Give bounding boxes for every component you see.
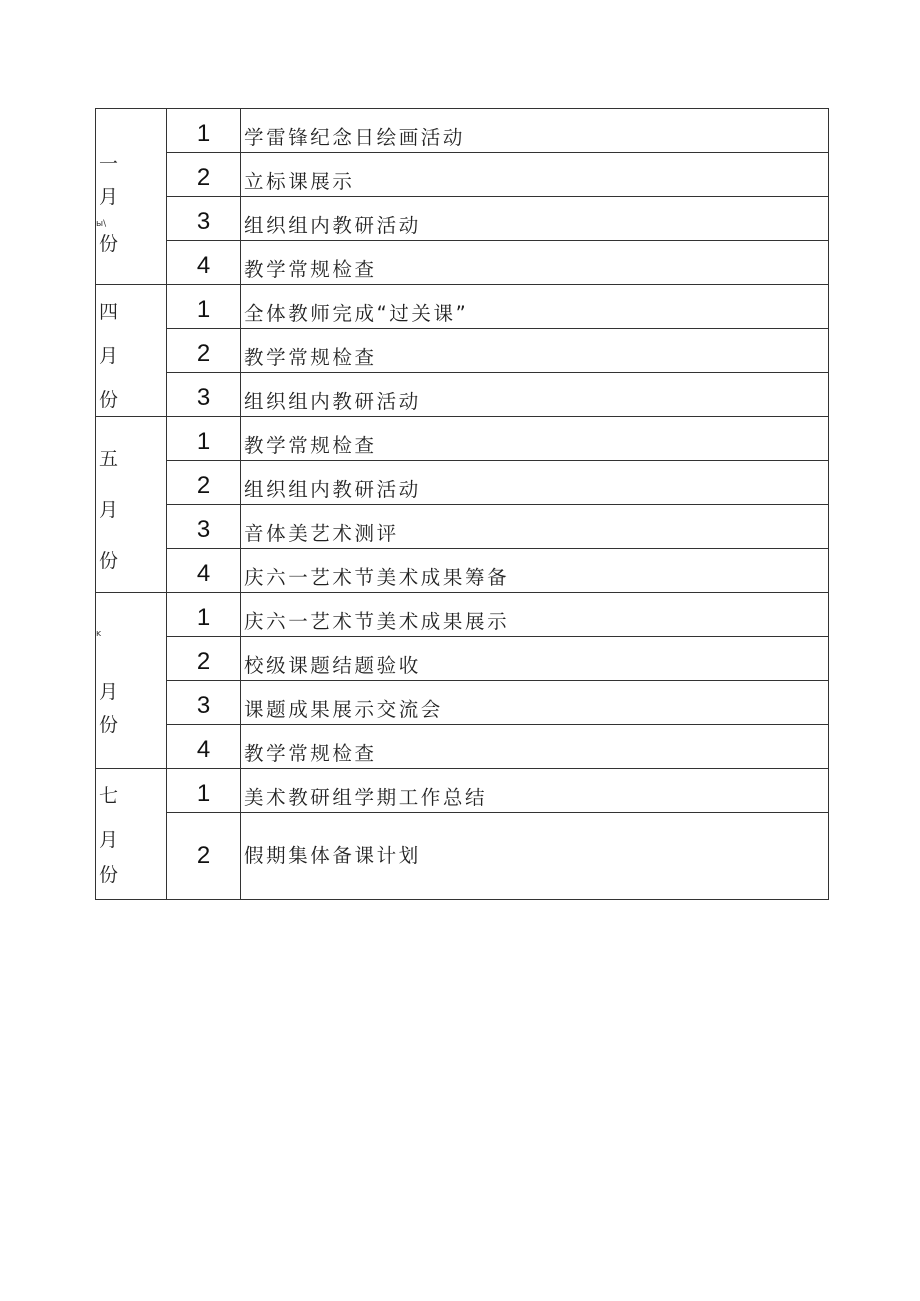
- month-text: 份: [99, 550, 119, 572]
- item-number: 3: [167, 505, 241, 549]
- table-row: [96, 109, 829, 153]
- item-number: 2: [167, 461, 241, 505]
- item-text: 课题成果展示交流会: [241, 681, 829, 725]
- item-text: 教学常规检查: [241, 725, 829, 769]
- month-text: ы\: [96, 219, 107, 229]
- item-text: 庆六一艺术节美术成果展示: [241, 593, 829, 637]
- table-row: [96, 681, 829, 725]
- month-cell: [96, 593, 167, 769]
- month-text: 份: [99, 389, 119, 411]
- table-row: [96, 637, 829, 681]
- item-text: 组织组内教研活动: [241, 197, 829, 241]
- item-number: 1: [167, 285, 241, 329]
- month-cell: [96, 285, 167, 417]
- table-row: [96, 153, 829, 197]
- item-text: 教学常规检查: [241, 417, 829, 461]
- item-number: 3: [167, 373, 241, 417]
- table-row: [96, 813, 829, 900]
- table-row: [96, 241, 829, 285]
- month-text: 份: [99, 714, 119, 736]
- item-number: 4: [167, 725, 241, 769]
- item-number: 1: [167, 593, 241, 637]
- item-text: 组织组内教研活动: [241, 461, 829, 505]
- month-text: 月: [99, 681, 119, 703]
- table-row: [96, 593, 829, 637]
- item-number: 2: [167, 329, 241, 373]
- month-cell: [96, 769, 167, 900]
- table-row: [96, 373, 829, 417]
- table-row: [96, 417, 829, 461]
- item-number: 2: [167, 813, 241, 900]
- table-row: [96, 461, 829, 505]
- month-cell: [96, 417, 167, 593]
- item-text: 庆六一艺术节美术成果筹备: [241, 549, 829, 593]
- table-row: [96, 197, 829, 241]
- item-text: 教学常规检查: [241, 241, 829, 285]
- item-text: 音体美艺术测评: [241, 505, 829, 549]
- item-number: 2: [167, 637, 241, 681]
- month-text: 月: [99, 829, 119, 851]
- item-number: 3: [167, 681, 241, 725]
- item-number: 4: [167, 549, 241, 593]
- month-cell: [96, 109, 167, 285]
- month-text: 七: [99, 785, 119, 807]
- month-text: 四: [99, 301, 119, 323]
- item-text: 教学常规检查: [241, 329, 829, 373]
- item-text: 组织组内教研活动: [241, 373, 829, 417]
- item-number: 4: [167, 241, 241, 285]
- work-plan-table: [95, 108, 829, 900]
- table-row: [96, 725, 829, 769]
- month-text: 一: [99, 153, 119, 175]
- item-number: 1: [167, 417, 241, 461]
- month-text: 份: [99, 233, 119, 255]
- item-number: 2: [167, 153, 241, 197]
- item-text: 校级课题结题验收: [241, 637, 829, 681]
- table-row: [96, 549, 829, 593]
- month-text: 月: [99, 499, 119, 521]
- month-text: 月: [99, 345, 119, 367]
- item-number: 3: [167, 197, 241, 241]
- item-text: 学雷锋纪念日绘画活动: [241, 109, 829, 153]
- item-text: 假期集体备课计划: [241, 813, 829, 900]
- month-text: 份: [99, 864, 119, 886]
- table-row: [96, 329, 829, 373]
- month-text: 五: [99, 448, 119, 470]
- table-row: [96, 505, 829, 549]
- table-row: [96, 769, 829, 813]
- month-text: ĸ: [96, 629, 102, 639]
- item-text: 立标课展示: [241, 153, 829, 197]
- month-text: 月: [99, 186, 119, 208]
- table-row: [96, 285, 829, 329]
- item-text: 全体教师完成“过关课”: [241, 285, 829, 329]
- item-number: 1: [167, 109, 241, 153]
- item-text: 美术教研组学期工作总结: [241, 769, 829, 813]
- item-number: 1: [167, 769, 241, 813]
